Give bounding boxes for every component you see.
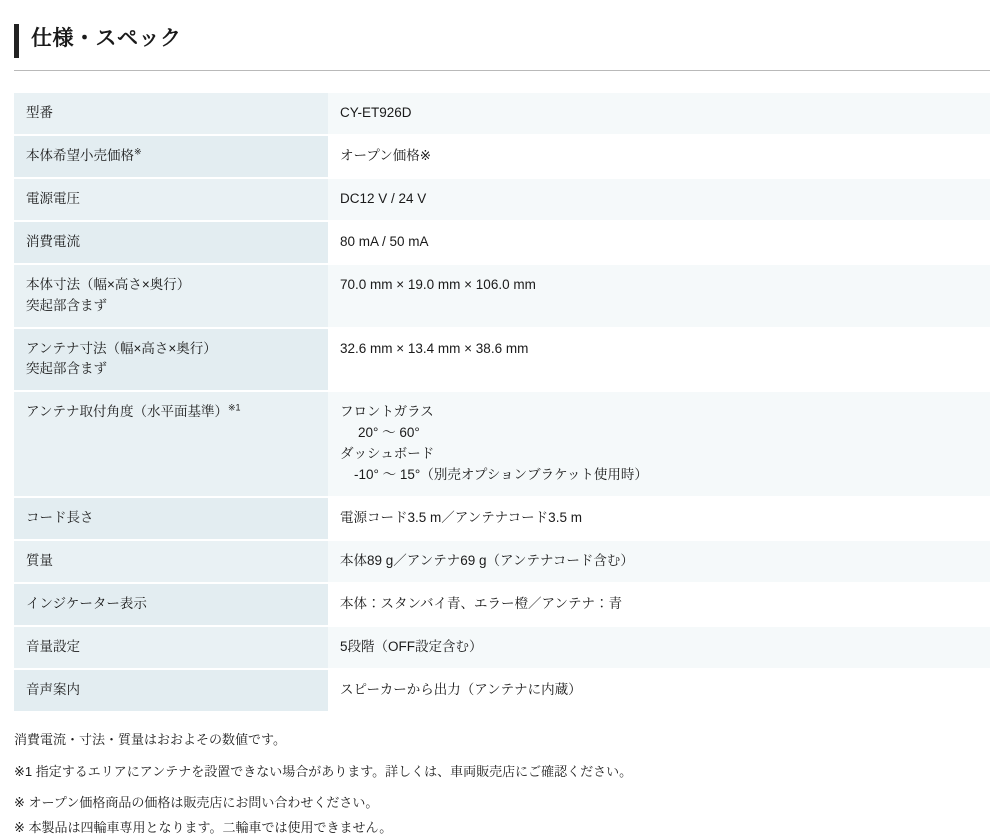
spec-value-line: 本体：スタンバイ青、エラー橙／アンテナ：青 bbox=[340, 595, 623, 611]
table-row bbox=[14, 264, 990, 328]
spec-label bbox=[14, 135, 328, 178]
spec-value bbox=[328, 540, 990, 583]
spec-value-line: 本体89 g／アンテナ69 g（アンテナコード含む） bbox=[340, 552, 634, 568]
spec-label bbox=[14, 178, 328, 221]
spec-label bbox=[14, 497, 328, 540]
spec-value-line: 80 mA / 50 mA bbox=[340, 233, 429, 249]
spec-value bbox=[328, 391, 990, 497]
spec-value bbox=[328, 328, 990, 392]
page-header bbox=[14, 22, 990, 71]
spec-value-line: 電源コード3.5 m／アンテナコード3.5 m bbox=[340, 510, 582, 526]
spec-value bbox=[328, 178, 990, 221]
spec-value bbox=[328, 93, 990, 135]
spec-value-line: 20° 〜 60° bbox=[358, 425, 420, 441]
spec-label bbox=[14, 264, 328, 328]
spec-label-line: アンテナ寸法（幅×高さ×奥行） bbox=[26, 340, 217, 356]
spec-label-line: 電源電圧 bbox=[26, 190, 80, 206]
spec-label-line: 型番 bbox=[26, 105, 53, 120]
spec-label bbox=[14, 583, 328, 626]
spec-value bbox=[328, 264, 990, 328]
spec-label-note-mark: ※1 bbox=[227, 402, 241, 413]
spec-label-line: 音声案内 bbox=[26, 681, 80, 697]
spec-value-line: 32.6 mm × 13.4 mm × 38.6 mm bbox=[340, 340, 529, 356]
spec-value-line: 5段階（OFF設定含む） bbox=[340, 638, 483, 654]
spec-value bbox=[328, 583, 990, 626]
notes-section bbox=[14, 731, 990, 838]
spec-value-line: -10° 〜 15°（別売オプションブラケット使用時） bbox=[354, 467, 648, 483]
note-text: 消費電流・寸法・質量はおおよその数値です。 bbox=[14, 731, 286, 747]
spec-value-line: CY-ET926D bbox=[340, 105, 412, 120]
spec-value-line: 70.0 mm × 19.0 mm × 106.0 mm bbox=[340, 276, 536, 292]
spec-value bbox=[328, 221, 990, 264]
table-row bbox=[14, 178, 990, 221]
table-row bbox=[14, 540, 990, 583]
spec-value-line: スピーカーから出力（アンテナに内蔵） bbox=[340, 681, 582, 697]
spec-label-line: アンテナ取付角度（水平面基準）$^{※1}$ bbox=[26, 402, 241, 420]
spec-value-line: DC12 V / 24 V bbox=[340, 190, 427, 206]
specification-table-body bbox=[14, 93, 990, 712]
specification-table bbox=[14, 93, 990, 713]
spec-label-line: 本体寸法（幅×高さ×奥行） bbox=[26, 276, 191, 292]
spec-label-line: 突起部含まず bbox=[26, 297, 107, 313]
table-row bbox=[14, 583, 990, 626]
spec-value-line: フロントガラス bbox=[340, 404, 434, 420]
note-text: ※ 本製品は四輪車専用となります。二輪車では使用できません。 bbox=[14, 820, 393, 836]
spec-label bbox=[14, 669, 328, 712]
spec-label bbox=[14, 540, 328, 583]
spec-label-line: インジケーター表示 bbox=[26, 595, 147, 611]
table-row bbox=[14, 626, 990, 669]
spec-label-line: 突起部含まず bbox=[26, 361, 107, 377]
spec-value bbox=[328, 669, 990, 712]
table-row bbox=[14, 328, 990, 392]
spec-label-line: 質量 bbox=[26, 552, 53, 568]
spec-value bbox=[328, 626, 990, 669]
note-text: ※ オープン価格商品の価格は販売店にお問い合わせください。 bbox=[14, 795, 379, 811]
table-row bbox=[14, 497, 990, 540]
spec-label-line: 本体希望小売価格※ bbox=[26, 146, 142, 163]
table-row bbox=[14, 669, 990, 712]
title-accent-bar bbox=[14, 24, 19, 58]
spec-label-line: 消費電流 bbox=[26, 233, 80, 249]
spec-label bbox=[14, 626, 328, 669]
note-text: ※1 指定するエリアにアンテナを設置できない場合があります。詳しくは、車両販売店にご確認ください。 bbox=[14, 763, 633, 779]
spec-label bbox=[14, 391, 328, 497]
spec-label bbox=[14, 328, 328, 392]
table-row bbox=[14, 93, 990, 135]
spec-label-line: 音量設定 bbox=[26, 638, 80, 654]
page-title: 仕様・スペック bbox=[31, 27, 182, 50]
spec-page bbox=[0, 22, 1004, 836]
spec-value bbox=[328, 497, 990, 540]
spec-value-line: オープン価格※ bbox=[340, 147, 432, 163]
spec-label-line: コード長さ bbox=[26, 510, 94, 526]
table-row bbox=[14, 391, 990, 497]
spec-value bbox=[328, 135, 990, 178]
table-row bbox=[14, 221, 990, 264]
spec-label bbox=[14, 221, 328, 264]
table-row bbox=[14, 135, 990, 178]
spec-label bbox=[14, 93, 328, 135]
spec-value-line: ダッシュボード bbox=[340, 446, 435, 462]
spec-label-note-mark: ※ bbox=[134, 146, 142, 157]
